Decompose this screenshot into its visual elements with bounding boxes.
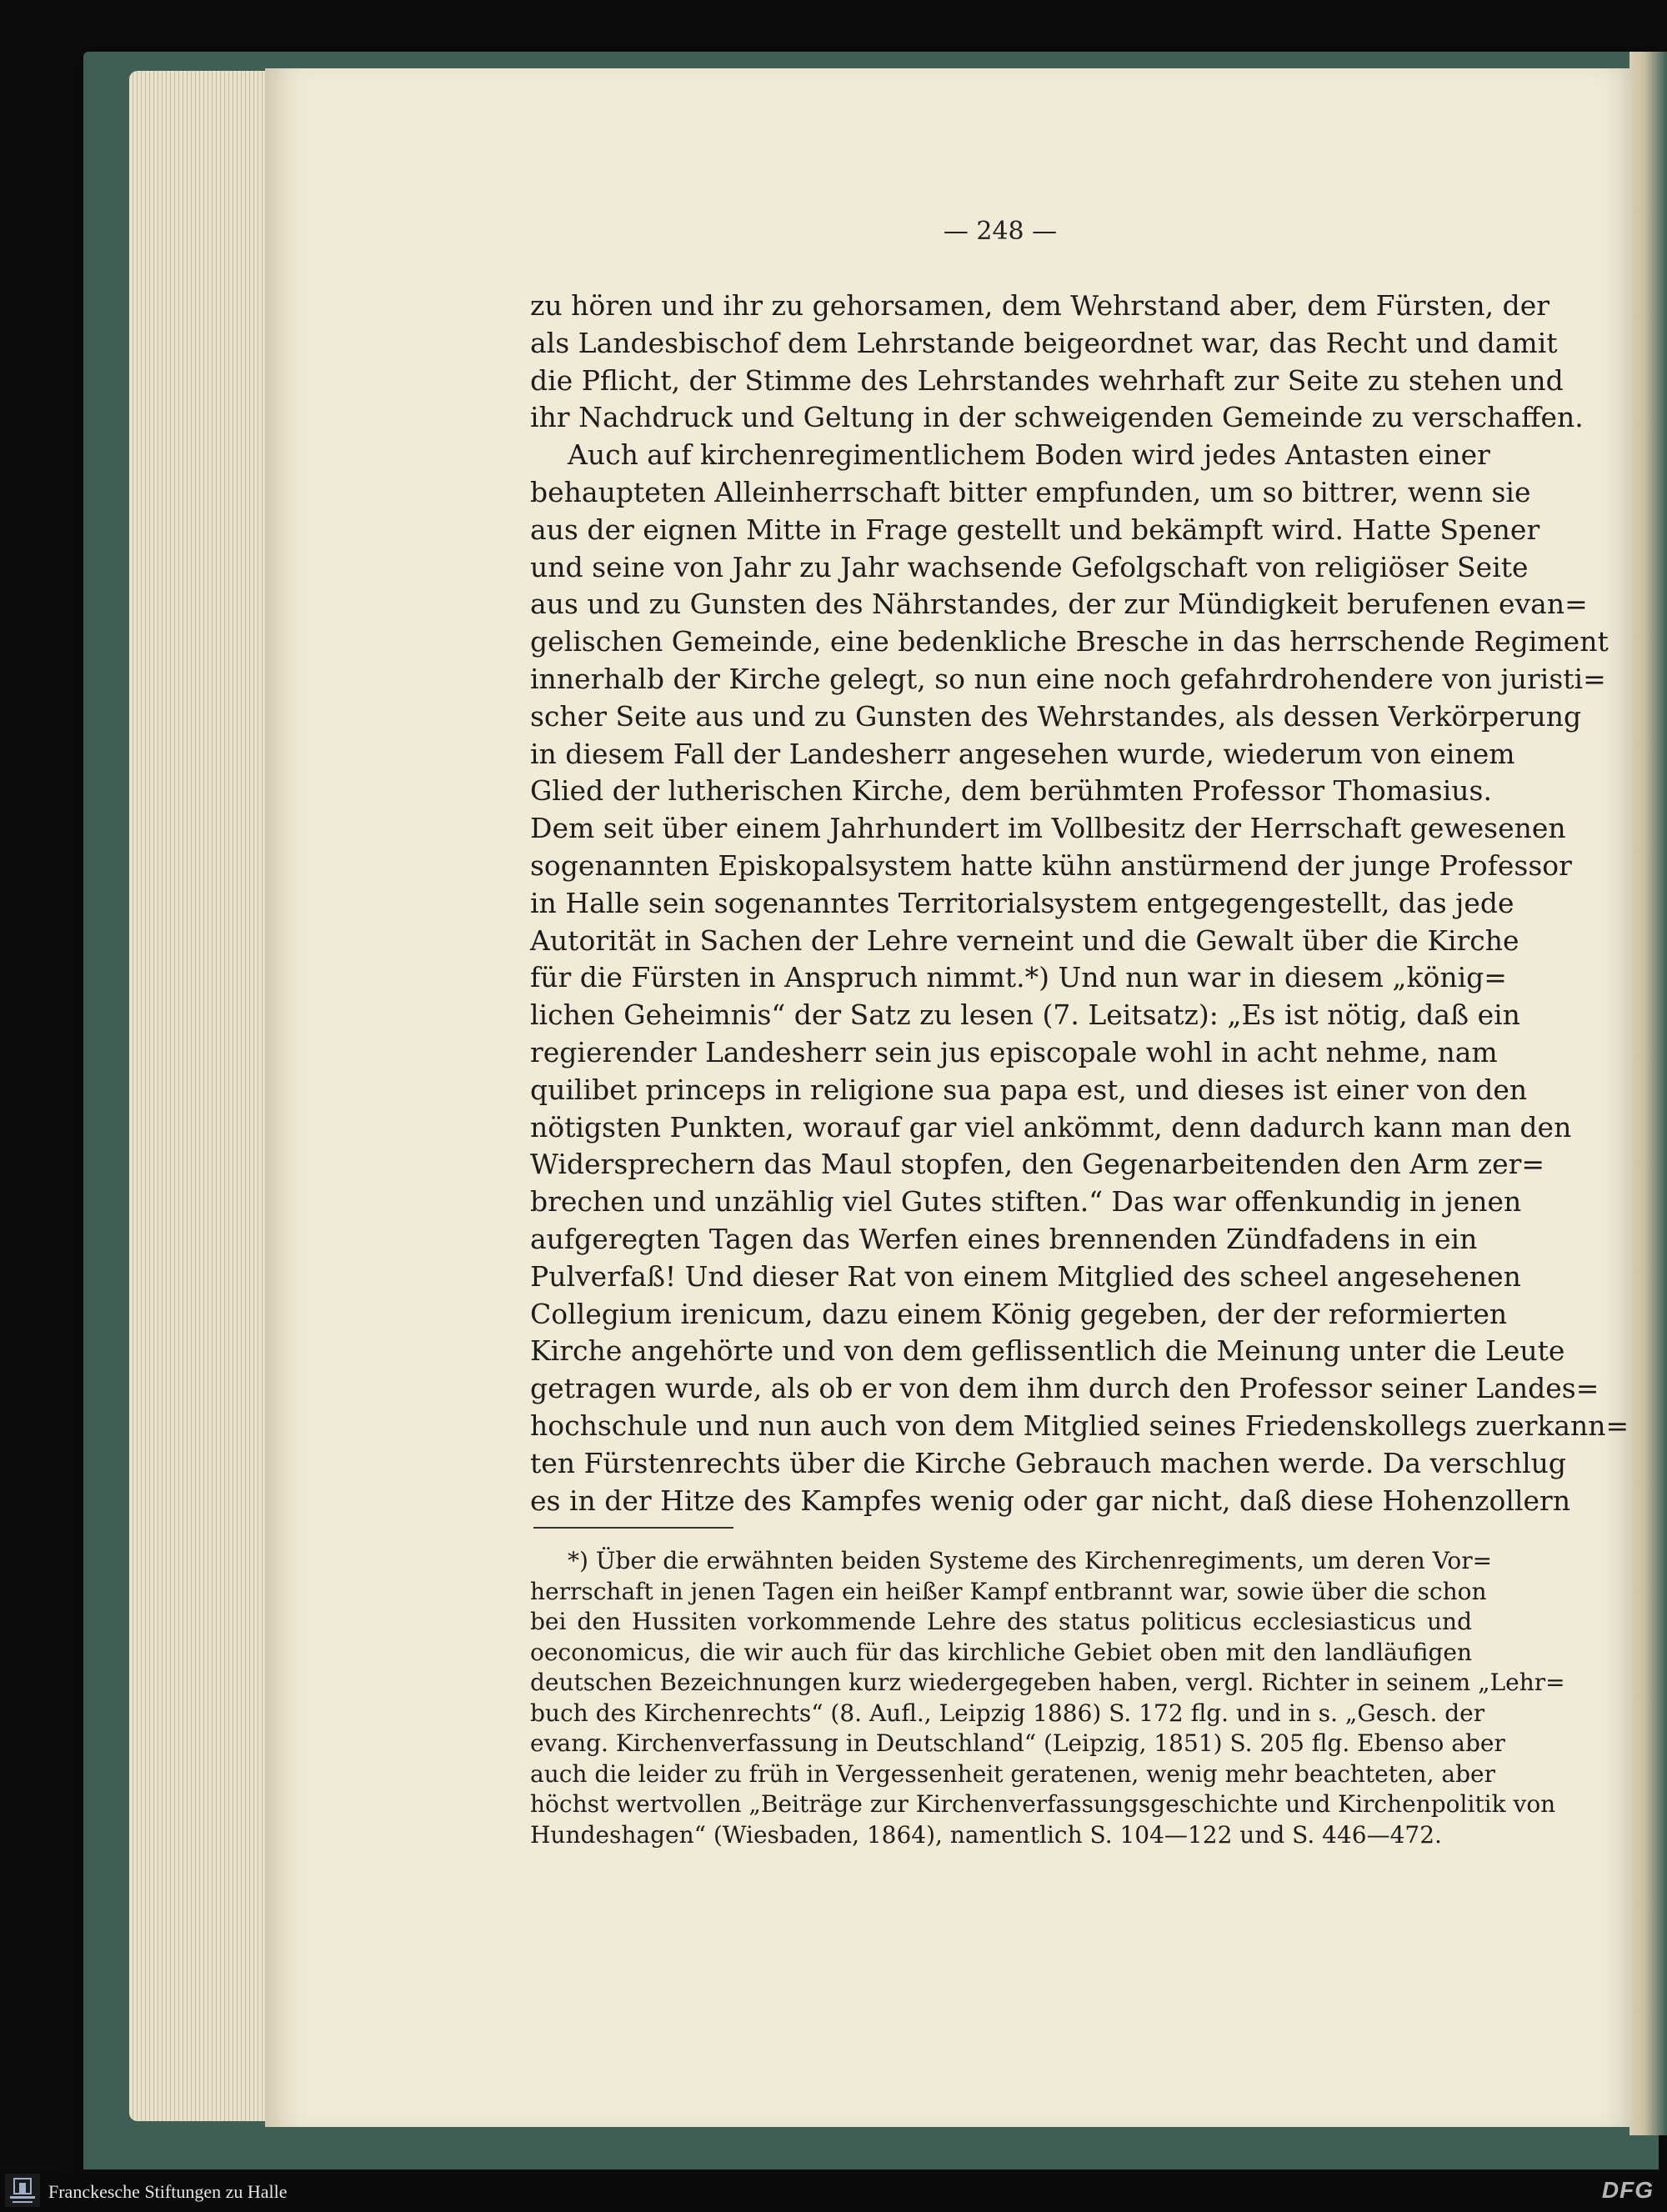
footnotes <box>530 1546 1565 1850</box>
text-line: für die Fürsten in Anspruch nimmt.*) Und nun war in diesem „könig= <box>530 961 1507 994</box>
footnote-line: Hundeshagen“ (Wiesbaden, 1864), namentlich S. 104—122 und S. 446—472. <box>530 1820 1442 1849</box>
institution-logo-icon <box>5 2174 40 2207</box>
text-line: brechen und unzählig viel Gutes stiften.“ Das war offenkundig in jenen <box>530 1185 1522 1219</box>
text-line: behaupteten Alleinherrschaft bitter empfunden, um so bittrer, wenn sie <box>530 475 1531 508</box>
text-line: nötigsten Punkten, worauf gar viel ankömmt, denn dadurch kann man den <box>530 1110 1572 1144</box>
text-line: in diesem Fall der Landesherr angesehen wurde, wiederum von einem <box>530 737 1515 770</box>
footnote-line: höchst wertvollen „Beiträge zur Kirchenverfassungsgeschichte und Kirchenpolitik von <box>530 1790 1556 1818</box>
text-line: die Pflicht, der Stimme des Lehrstandes wehrhaft zur Seite zu stehen und <box>530 363 1564 397</box>
text-line: sogenannten Episkopalsystem hatte kühn anstürmend der junge Professor <box>530 848 1572 882</box>
book-cover-edge <box>1629 52 1667 2135</box>
body-text <box>530 288 1629 1519</box>
text-line: als Landesbischof dem Lehrstande beigeordnet war, das Recht und damit <box>530 326 1558 359</box>
footnote-line: auch die leider zu früh in Vergessenheit geratenen, wenig mehr beachteten, aber <box>530 1759 1495 1788</box>
text-line: regierender Landesherr sein jus episcopale wohl in acht nehme, nam <box>530 1035 1498 1068</box>
dfg-logo: DFG <box>1601 2177 1654 2203</box>
text-line: lichen Geheimnis“ der Satz zu lesen (7. Leitsatz): „Es ist nötig, daß ein <box>530 998 1520 1032</box>
text-line: Kirche angehörte und von dem geflissentlich die Meinung unter die Leute <box>530 1334 1565 1368</box>
text-line: innerhalb der Kirche gelegt, so nun eine noch gefahrdrohendere von juristi= <box>530 662 1606 695</box>
footnote-line: *) Über die erwähnten beiden Systeme des Kirchenregiments, um deren Vor= <box>568 1547 1493 1574</box>
footnote-line: buch des Kirchenrechts“ (8. Aufl., Leipzig 1886) S. 172 flg. und in s. „Gesch. der <box>530 1699 1485 1727</box>
footnote-line: herrschaft in jenen Tagen ein heißer Kampf entbrannt war, sowie über die schon <box>530 1577 1487 1605</box>
text-line: getragen wurde, als ob er von dem ihm durch den Professor seiner Landes= <box>530 1372 1599 1405</box>
text-line: Dem seit über einem Jahrhundert im Vollbesitz der Herrschaft gewesenen <box>530 812 1566 845</box>
text-line: gelischen Gemeinde, eine bedenkliche Bresche in das herrschende Regiment <box>530 625 1609 658</box>
text-line: Glied der lutherischen Kirche, dem berühmten Professor Thomasius. <box>530 774 1492 808</box>
text-line: zu hören und ihr zu gehorsamen, dem Wehrstand aber, dem Fürsten, der <box>530 289 1549 322</box>
text-line: ihr Nachdruck und Geltung in der schweigenden Gemeinde zu verschaffen. <box>530 401 1584 434</box>
text-line: und seine von Jahr zu Jahr wachsende Gefolgschaft von religiöser Seite <box>530 550 1529 583</box>
footnote-line: bei den Hussiten vorkommende Lehre des status politicus ecclesiasticus und <box>530 1608 1472 1635</box>
institution-label: Franckesche Stiftungen zu Halle <box>48 2181 288 2202</box>
text-line: Widersprechern das Maul stopfen, den Gegenarbeitenden den Arm zer= <box>530 1148 1545 1181</box>
text-line: scher Seite aus und zu Gunsten des Wehrstandes, als dessen Verkörperung <box>530 699 1582 733</box>
footnote-divider <box>533 1527 733 1529</box>
footnote-line: evang. Kirchenverfassung in Deutschland“ (Leipzig, 1851) S. 205 flg. Ebenso aber <box>530 1729 1505 1757</box>
text-line: hochschule und nun auch von dem Mitglied seines Friedenskollegs zuerkann= <box>530 1409 1629 1442</box>
text-line: Collegium irenicum, dazu einem König gegeben, der der reformierten <box>530 1297 1508 1330</box>
text-line: es in der Hitze des Kampfes wenig oder gar nicht, daß diese Hohenzollern <box>530 1484 1571 1517</box>
text-line: quilibet princeps in religione sua papa est, und dieses ist einer von den <box>530 1073 1528 1106</box>
text-line: aufgeregten Tagen das Werfen eines brennenden Zündfadens in ein <box>530 1222 1478 1255</box>
text-line: aus und zu Gunsten des Nährstandes, der zur Mündigkeit berufenen evan= <box>530 588 1588 621</box>
footnote-line: oeconomicus, die wir auch für das kirchliche Gebiet oben mit den landläufigen <box>530 1638 1472 1666</box>
text-line: aus der eignen Mitte in Frage gestellt und bekämpft wird. Hatte Spener <box>530 513 1540 546</box>
text-line: Pulverfaß! Und dieser Rat von einem Mitglied des scheel angesehenen <box>530 1259 1521 1293</box>
page-number: — 248 — <box>943 217 1058 246</box>
text-line: Auch auf kirchenregimentlichem Boden wird jedes Antasten einer <box>568 438 1490 472</box>
text-line: Autorität in Sachen der Lehre verneint und die Gewalt über die Kirche <box>530 923 1519 957</box>
text-line: in Halle sein sogenanntes Territorialsystem entgegengestellt, das jede <box>530 886 1514 919</box>
text-line: ten Fürstenrechts über die Kirche Gebrauch machen werde. Da verschlug <box>530 1446 1567 1479</box>
footnote-line: deutschen Bezeichnungen kurz wiedergegeben haben, vergl. Richter in seinem „Lehr= <box>530 1669 1565 1696</box>
page-stack-edge <box>129 71 283 2121</box>
